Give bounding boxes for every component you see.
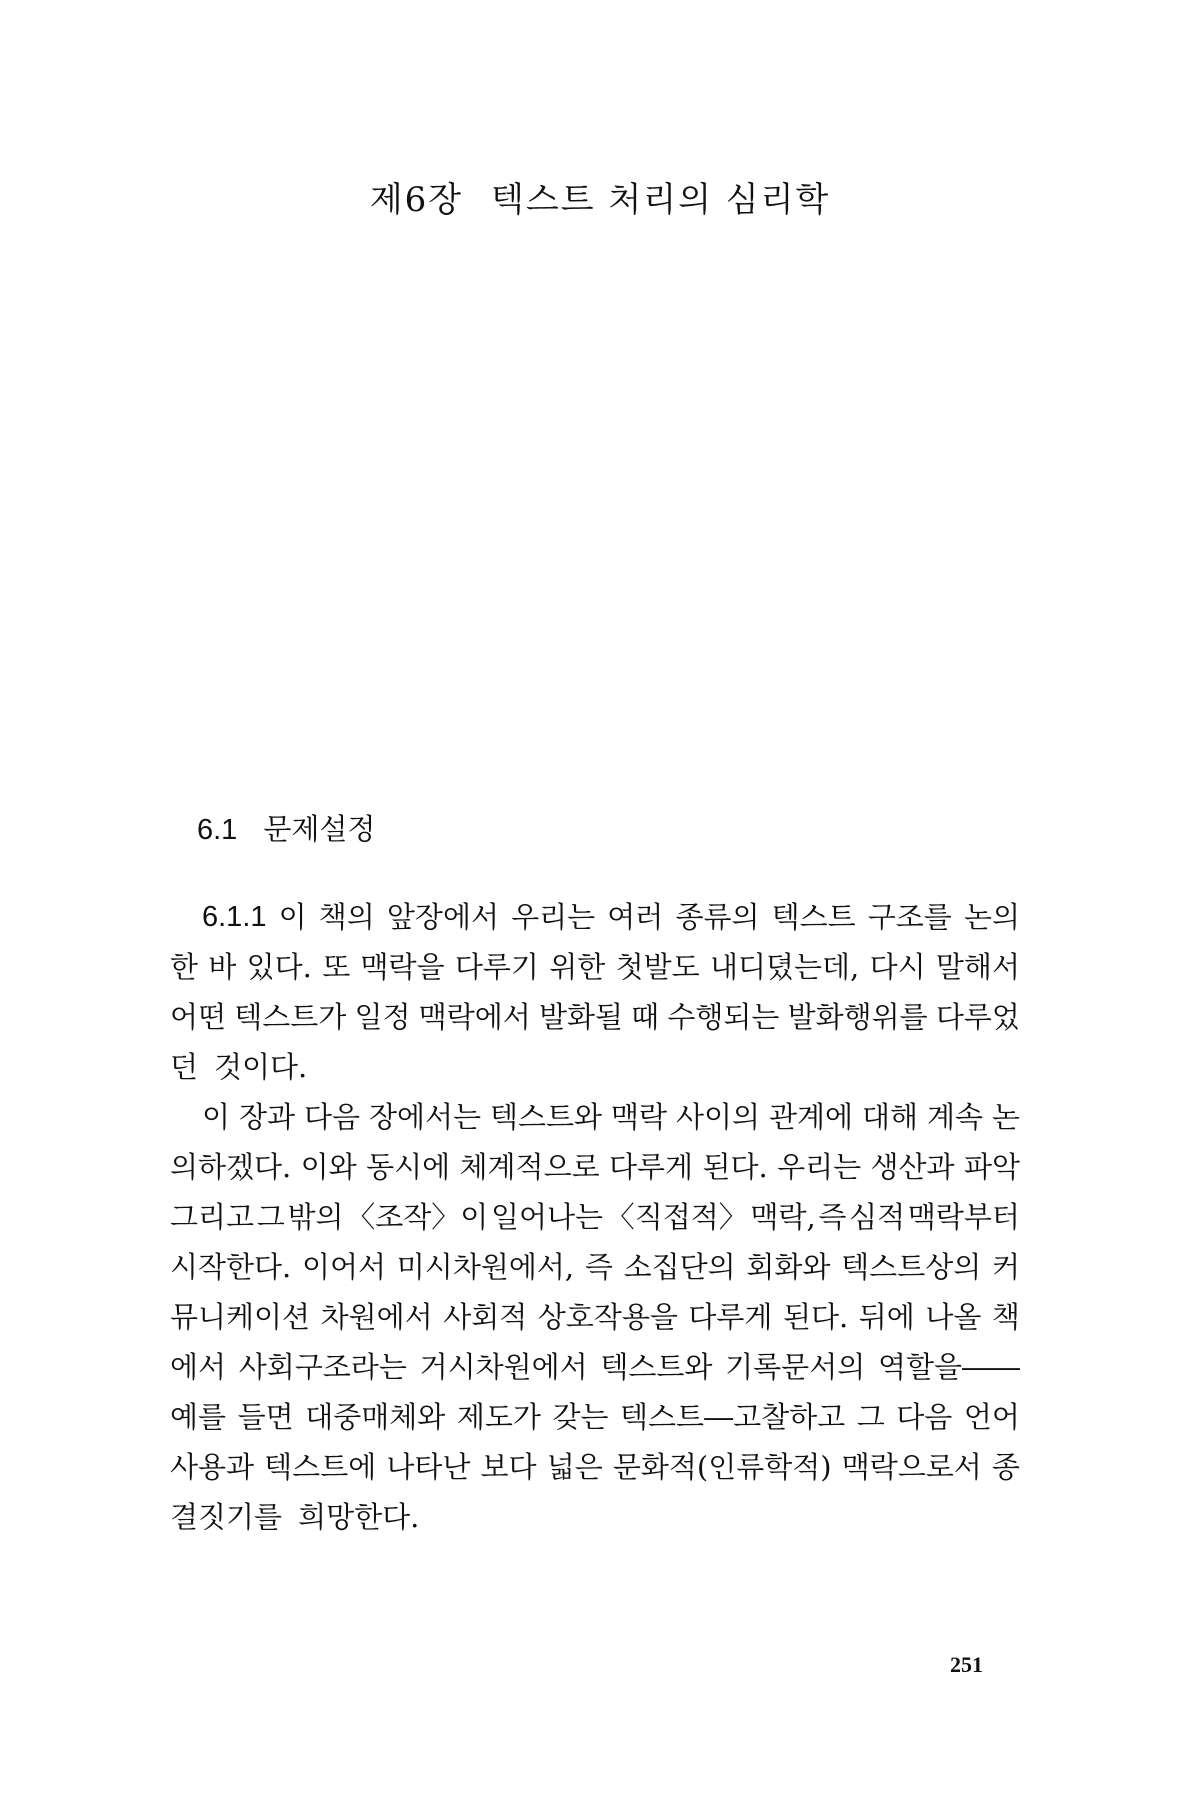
word: 시작한다. [170, 1250, 292, 1284]
word: 책의 [318, 900, 375, 934]
word: 구조를 [867, 900, 952, 934]
word: 맥락부터 [907, 1200, 1020, 1234]
text-line [170, 1092, 1020, 1142]
word: 발화될 [538, 1000, 623, 1034]
word: 맥락에서 [418, 1000, 531, 1034]
word: 나올 [925, 1300, 982, 1334]
word: 체계적으로 [459, 1150, 600, 1184]
word: 심적 [849, 1200, 906, 1234]
word: 사이의 [675, 1100, 760, 1134]
word: 거시차원에서 [419, 1350, 588, 1384]
section-title: 문제설정 [263, 812, 376, 846]
word: 희망한다. [298, 1500, 420, 1534]
word: 수행되는 [667, 1000, 780, 1034]
word: 그 [856, 1400, 885, 1434]
word: 다시 [869, 950, 926, 984]
page-number: 251 [950, 1652, 983, 1677]
text-line [170, 992, 1020, 1042]
word: 일정 [354, 1000, 411, 1034]
text-line [170, 1292, 1020, 1342]
word: 미시차원에서, [396, 1250, 575, 1284]
word: 언어 [963, 1400, 1020, 1434]
word: 논 [991, 1100, 1020, 1134]
word: 텍스트와 [489, 1100, 603, 1134]
word: 다루기 [454, 950, 539, 984]
word: 그리고 [170, 1200, 255, 1234]
word: 차원에서 [320, 1300, 433, 1334]
word: 위한 [549, 950, 606, 984]
text-line [170, 1342, 1020, 1392]
word: 상호작용을 [537, 1300, 678, 1334]
word: 동시에 [366, 1150, 451, 1184]
text-line [170, 892, 1020, 942]
word: 논의 [963, 900, 1020, 934]
word: 텍스트상의 [841, 1250, 982, 1284]
word: 대중매체와 [305, 1400, 446, 1434]
chapter-label: 제6장 [369, 180, 464, 220]
word: 한 [170, 950, 199, 984]
word: 즉 [818, 1200, 847, 1234]
word: 우리는 [511, 900, 596, 934]
text-line [170, 1142, 1020, 1192]
word: 뮤니케이션 [170, 1300, 311, 1334]
word: 이와 [300, 1150, 357, 1184]
word: 계속 [926, 1100, 983, 1134]
word: 다루게 [688, 1300, 773, 1334]
word: 맥락을 [360, 950, 445, 984]
word: 말해서 [935, 950, 1020, 984]
word: 기록문서의 [725, 1350, 866, 1384]
word: 우리는 [777, 1150, 862, 1184]
word: 여러 [607, 900, 664, 934]
word: 즉 [584, 1250, 613, 1284]
word: 그 [256, 1200, 285, 1234]
word: 종 [991, 1450, 1020, 1484]
text-line [170, 1442, 1020, 1492]
word: 〈직접적〉 [605, 1200, 748, 1234]
subsection-number: 6.1.1 [202, 901, 267, 933]
word: 파악 [963, 1150, 1020, 1184]
text-line [170, 1242, 1020, 1292]
word: 갖는 [552, 1400, 609, 1434]
word: 앞장에서 [386, 900, 499, 934]
word: 때 [631, 1000, 660, 1034]
word: 이 [202, 1100, 231, 1134]
word: 넓은 [546, 1450, 603, 1484]
paragraph [170, 892, 1020, 1092]
word: 소집단의 [623, 1250, 736, 1284]
word: 다루었 [935, 1000, 1020, 1034]
word: 결짓기를 [170, 1500, 283, 1534]
word: 텍스트―고찰하고 [620, 1400, 846, 1434]
word: 생산과 [870, 1150, 955, 1184]
word: 들면 [237, 1400, 294, 1434]
word: 〈조작〉이 [346, 1200, 489, 1234]
word: 다루게 [609, 1150, 694, 1184]
word: 또 [322, 950, 351, 984]
word: 의하겠다. [170, 1150, 292, 1184]
word: 관계에 [768, 1100, 853, 1134]
word: 사회적 [443, 1300, 528, 1334]
word: 에서 [170, 1350, 227, 1384]
word: 나타난 [386, 1450, 471, 1484]
text-line [170, 942, 1020, 992]
word: 책 [991, 1300, 1020, 1334]
word: 바 [208, 950, 237, 984]
word: 다음 [896, 1400, 953, 1434]
word: 텍스트가 [234, 1000, 347, 1034]
word: 맥락으로서 [841, 1450, 982, 1484]
word: 것이다. [214, 1050, 308, 1084]
word: 텍스트와 [600, 1350, 713, 1384]
text-line [170, 1192, 1020, 1242]
word: 다음 [303, 1100, 360, 1134]
word: 된다. [782, 1300, 849, 1334]
word: 역할을―― [877, 1350, 1020, 1384]
section-heading [197, 807, 375, 848]
word: 텍스트 [771, 900, 856, 934]
word: 발화행위를 [787, 1000, 928, 1034]
word: 장에서는 [368, 1100, 481, 1134]
paragraph [170, 1092, 1020, 1542]
word: 밖의 [287, 1200, 344, 1234]
word: 뒤에 [858, 1300, 915, 1334]
word: 대해 [861, 1100, 918, 1134]
word: 사회구조라는 [238, 1350, 407, 1384]
section-number: 6.1 [197, 814, 238, 846]
word: 회화와 [746, 1250, 831, 1284]
word: 종류의 [675, 900, 760, 934]
word: 이어서 [302, 1250, 387, 1284]
chapter-title [0, 172, 1200, 221]
word: 된다. [702, 1150, 768, 1184]
word: 제도가 [456, 1400, 541, 1434]
word: 텍스트에 [264, 1450, 377, 1484]
word: 맥락 [610, 1100, 667, 1134]
word: 일어나는 [490, 1200, 604, 1234]
word: 장과 [238, 1100, 295, 1134]
text-line [170, 1042, 1020, 1092]
word: 맥락, [750, 1200, 816, 1234]
word: 어떤 [170, 1000, 227, 1034]
word: 있다. [246, 950, 312, 984]
word: 이 [278, 900, 307, 934]
word: 예를 [170, 1400, 227, 1434]
word: 내디뎠는데, [709, 950, 860, 984]
chapter-name: 텍스트 처리의 심리학 [491, 180, 831, 220]
word: 문화적(인류학적) [612, 1450, 832, 1484]
word: 보다 [480, 1450, 537, 1484]
text-line [170, 1492, 1020, 1542]
word: 사용과 [170, 1450, 255, 1484]
text-line [170, 1392, 1020, 1442]
word: 첫발도 [615, 950, 700, 984]
word: 던 [170, 1050, 199, 1084]
body-text [170, 892, 1020, 1542]
word: 커 [991, 1250, 1020, 1284]
